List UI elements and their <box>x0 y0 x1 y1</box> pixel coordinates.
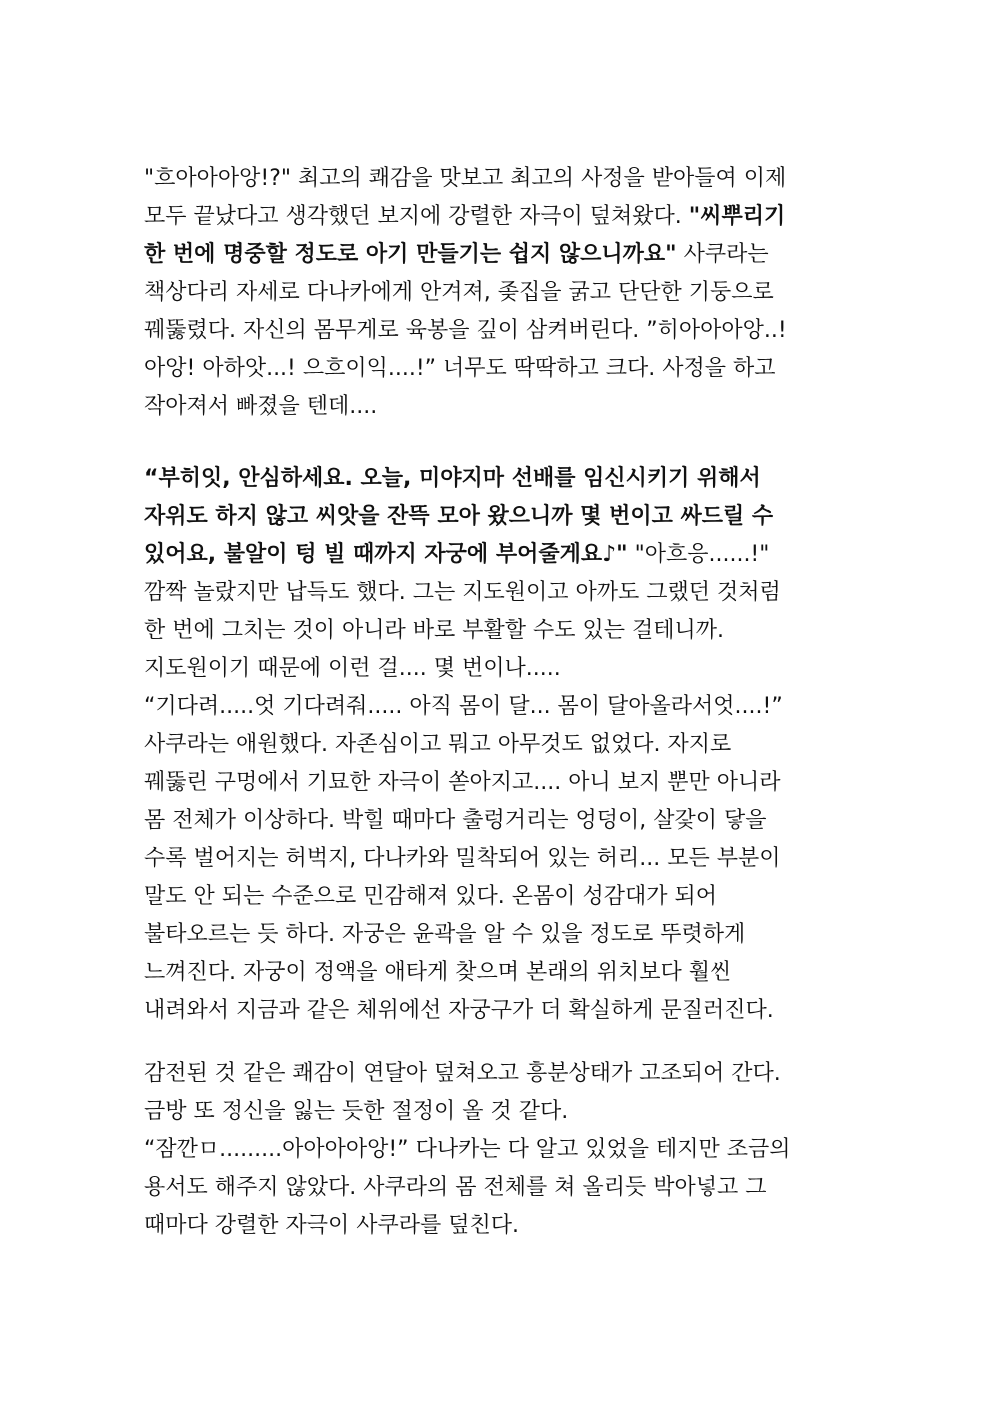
text-line <box>144 236 844 274</box>
text-run: 몸 전체가 이상하다. 박힐 때마다 출렁거리는 엉덩이, 살갗이 닿을 <box>144 808 767 833</box>
text-run: 아앙! 아하앗...! 으흐이익....!” 너무도 딱딱하고 크다. 사정을 하고 <box>144 356 776 381</box>
text-run: “잠깐ㅁ.........아아아아앙!” 다나카는 다 알고 있었을 테지만 조금의 <box>144 1137 791 1162</box>
text-line <box>144 992 844 1030</box>
text-run: "흐아아아앙!?" 최고의 쾌감을 맛보고 최고의 사정을 받아들여 이제 <box>144 166 787 191</box>
text-line <box>144 650 844 688</box>
text-run: 꿰뚫렸다. 자신의 몸무게로 육봉을 깊이 삼켜버린다. ”히아아아앙..! <box>144 318 787 343</box>
text-line <box>144 312 844 350</box>
text-run: 때마다 강렬한 자극이 사쿠라를 덮친다. <box>144 1213 519 1238</box>
text-line <box>144 688 844 726</box>
text-run: 사쿠라는 <box>676 242 769 267</box>
text-run: 모두 끝났다고 생각했던 보지에 강렬한 자극이 덮쳐왔다. <box>144 204 689 229</box>
bold-text-run: "씨뿌리기 <box>688 204 786 229</box>
text-line <box>144 916 844 954</box>
text-line <box>144 574 844 612</box>
text-line <box>144 498 844 536</box>
text-line <box>144 1169 844 1207</box>
text-line <box>144 160 844 198</box>
text-run: 작아져서 빠졌을 텐데.... <box>144 394 378 419</box>
text-run: 금방 또 정신을 잃는 듯한 절정이 올 것 같다. <box>144 1099 569 1124</box>
paragraph-2 <box>144 460 844 1030</box>
text-run: "아흐응......!" <box>627 542 770 567</box>
text-run: 용서도 해주지 않았다. 사쿠라의 몸 전체를 쳐 올리듯 박아넣고 그 <box>144 1175 767 1200</box>
text-run: 불타오르는 듯 하다. 자궁은 윤곽을 알 수 있을 정도로 뚜렷하게 <box>144 922 746 947</box>
text-run: 지도원이기 때문에 이런 걸.... 몇 번이나..... <box>144 656 561 681</box>
text-run: 감전된 것 같은 쾌감이 연달아 덮쳐오고 흥분상태가 고조되어 간다. <box>144 1061 781 1086</box>
text-line <box>144 1055 844 1093</box>
text-line <box>144 1093 844 1131</box>
text-run: 한 번에 그치는 것이 아니라 바로 부활할 수도 있는 걸테니까. <box>144 618 724 643</box>
text-run: 사쿠라는 애원했다. 자존심이고 뭐고 아무것도 없었다. 자지로 <box>144 732 732 757</box>
text-line <box>144 802 844 840</box>
text-line <box>144 612 844 650</box>
text-run: 내려와서 지금과 같은 체위에선 자궁구가 더 확실하게 문질러진다. <box>144 998 774 1023</box>
text-line <box>144 388 844 426</box>
text-line <box>144 954 844 992</box>
paragraph-1 <box>144 160 844 426</box>
text-line <box>144 840 844 878</box>
bold-text-run: 자위도 하지 않고 씨앗을 잔뜩 모아 왔으니까 몇 번이고 싸드릴 수 <box>144 504 774 529</box>
text-run: 책상다리 자세로 다나카에게 안겨져, 좆집을 굵고 단단한 기둥으로 <box>144 280 774 305</box>
text-line <box>144 1207 844 1245</box>
bold-text-run: 있어요, 불알이 텅 빌 때까지 자궁에 부어줄게요♪" <box>144 542 628 567</box>
text-run: “기다려.....엇 기다려줘..... 아직 몸이 달... 몸이 달아올라서엇....!” <box>144 694 783 719</box>
text-line <box>144 878 844 916</box>
paragraph-3 <box>144 1055 844 1245</box>
text-line <box>144 764 844 802</box>
bold-text-run: 한 번에 명중할 정도로 아기 만들기는 쉽지 않으니까요" <box>144 242 677 267</box>
text-line <box>144 726 844 764</box>
text-run: 수록 벌어지는 허벅지, 다나카와 밀착되어 있는 허리... 모든 부분이 <box>144 846 781 871</box>
text-run: 말도 안 되는 수준으로 민감해져 있다. 온몸이 성감대가 되어 <box>144 884 717 909</box>
text-run: 깜짝 놀랐지만 납득도 했다. 그는 지도원이고 아까도 그랬던 것처럼 <box>144 580 781 605</box>
text-line <box>144 536 844 574</box>
text-line <box>144 350 844 388</box>
text-line <box>144 460 844 498</box>
text-line <box>144 1131 844 1169</box>
text-line <box>144 198 844 236</box>
text-run: 꿰뚫린 구멍에서 기묘한 자극이 쏟아지고.... 아니 보지 뿐만 아니라 <box>144 770 781 795</box>
text-run: 느껴진다. 자궁이 정액을 애타게 찾으며 본래의 위치보다 훨씬 <box>144 960 732 985</box>
bold-text-run: “부히잇, 안심하세요. 오늘, 미야지마 선배를 임신시키기 위해서 <box>144 466 761 491</box>
text-line <box>144 274 844 312</box>
